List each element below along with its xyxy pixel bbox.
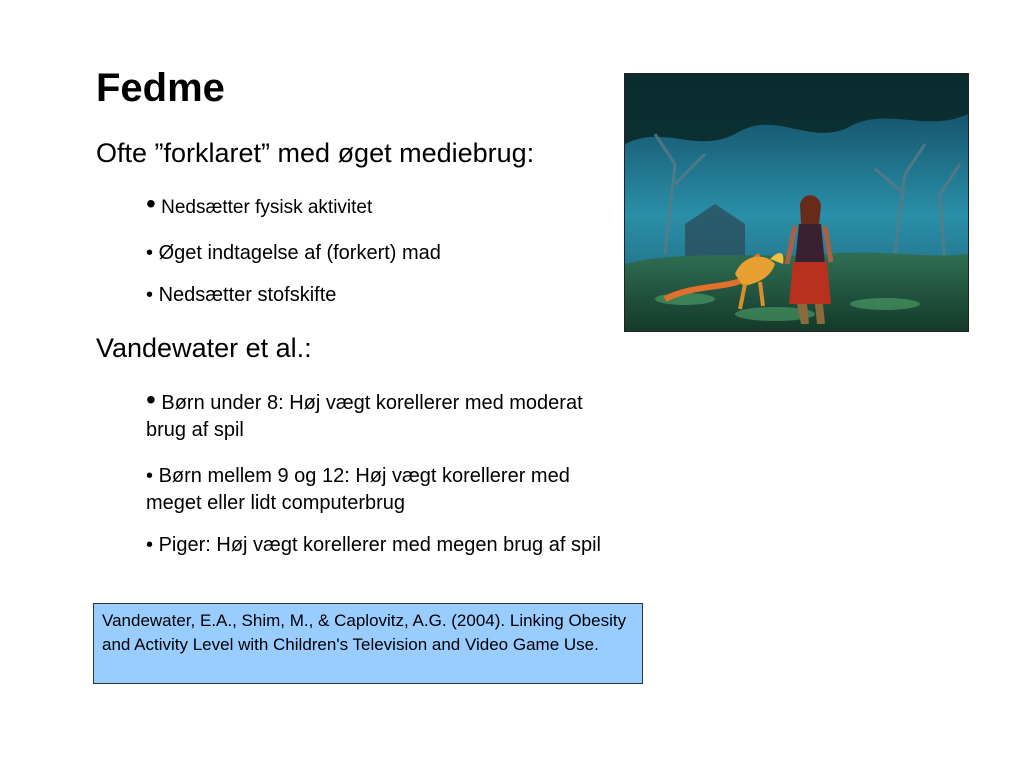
bullet-marker: • [146,465,154,487]
reference-box: Vandewater, E.A., Shim, M., & Caplovitz, A.G. (2004). Linking Obesity and Activity Level with Children's Television and Video Game Use. [93,603,643,684]
bullet-children-under-8 [146,384,616,444]
bullet-children-9-12 [146,463,616,517]
bullet-text: Øget indtagelse af (forkert) mad [158,242,441,264]
bullet-marker: • [146,284,154,306]
bullet-text: Nedsætter stofskifte [158,284,337,306]
bullet-text: Børn mellem 9 og 12: Høj vægt korellerer med meget eller lidt computerbrug [146,465,570,514]
bullet-girls [146,532,616,559]
bullet-marker: • [146,242,154,264]
bullet-physical-activity [146,188,616,221]
bullet-food-intake [146,240,616,267]
game-screenshot-image [624,73,969,332]
bullet-text: Børn under 8: Høj vægt korellerer med moderat brug af spil [146,392,583,441]
section-heading-media: Ofte ”forklaret” med øget mediebrug: [96,138,535,168]
slide-title: Fedme [96,66,225,110]
bullet-metabolism [146,282,616,309]
bullet-marker: • [146,188,156,219]
bullet-marker: • [146,534,154,556]
game-scene-illustration [625,74,968,331]
section-heading-vandewater: Vandewater et al.: [96,333,312,363]
bullet-marker: • [146,384,156,415]
bullet-text: Nedsætter fysisk aktivitet [161,197,373,218]
bullet-text: Piger: Høj vægt korellerer med megen brug af spil [158,534,601,556]
